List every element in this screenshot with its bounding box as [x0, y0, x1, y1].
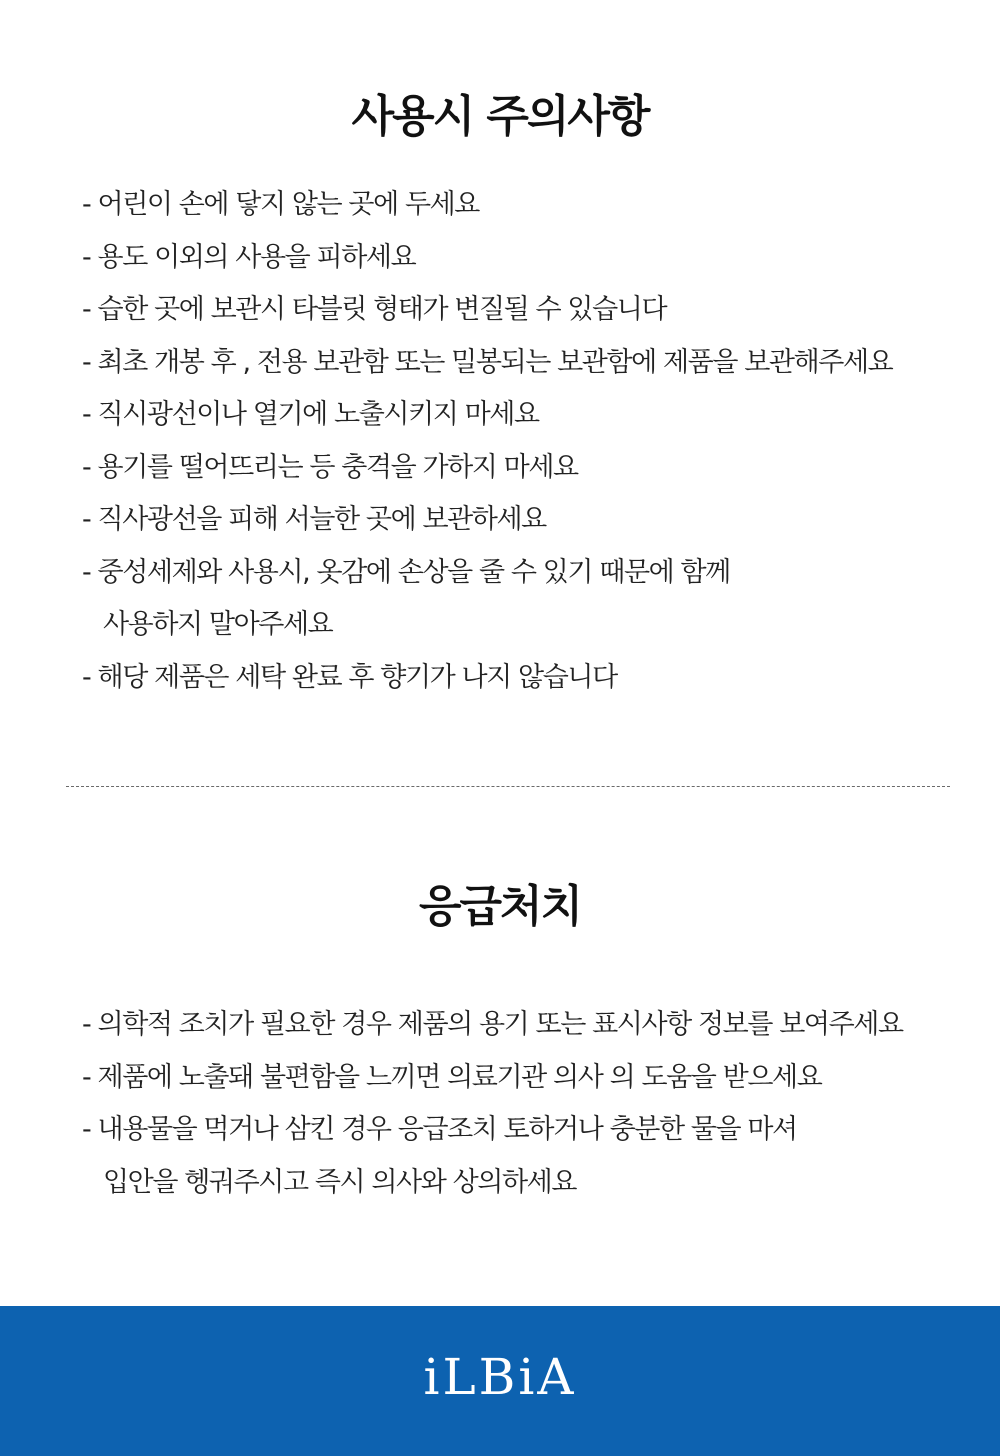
emergency-item: - 제품에 노출돼 불편함을 느끼면 의료기관 의사 의 도움을 받으세요 — [82, 1061, 822, 1093]
footer-banner — [0, 1306, 1000, 1456]
emergency-item: - 내용물을 먹거나 삼킨 경우 응급조치 토하거나 충분한 물을 마셔 — [82, 1114, 797, 1145]
brand-logo: iLBiA — [423, 1348, 577, 1406]
dashed-divider — [66, 786, 950, 787]
caution-item: - 용기를 떨어뜨리는 등 충격을 가하지 마세요 — [82, 451, 578, 483]
emergency-list — [82, 1004, 903, 1214]
caution-item-continuation: 사용하지 말아주세요 — [103, 609, 333, 640]
caution-item: - 습한 곳에 보관시 타블릿 형태가 변질될 수 있습니다 — [82, 294, 667, 325]
caution-item: - 직시광선이나 열기에 노출시키지 마세요 — [82, 399, 539, 430]
caution-item: - 용도 이외의 사용을 피하세요 — [82, 241, 416, 273]
caution-item: - 직사광선을 피해 서늘한 곳에 보관하세요 — [82, 504, 546, 535]
caution-section-title: 사용시 주의사항 — [351, 91, 649, 142]
emergency-item: - 의학적 조치가 필요한 경우 제품의 용기 또는 표시사항 정보를 보여주세요 — [82, 1009, 903, 1040]
caution-list — [82, 184, 892, 709]
caution-item: - 해당 제품은 세탁 완료 후 향기가 나지 않습니다 — [82, 661, 617, 693]
caution-item: - 중성세제와 사용시, 옷감에 손상을 줄 수 있기 때문에 함께 — [82, 556, 730, 588]
emergency-item-continuation: 입안을 헹궈주시고 즉시 의사와 상의하세요 — [103, 1166, 577, 1198]
caution-item: - 어린이 손에 닿지 않는 곳에 두세요 — [82, 189, 479, 220]
emergency-section-title: 응급처치 — [418, 881, 581, 932]
caution-item: - 최초 개봉 후 , 전용 보관함 또는 밀봉되는 보관함에 제품을 보관해주세요 — [82, 346, 893, 378]
